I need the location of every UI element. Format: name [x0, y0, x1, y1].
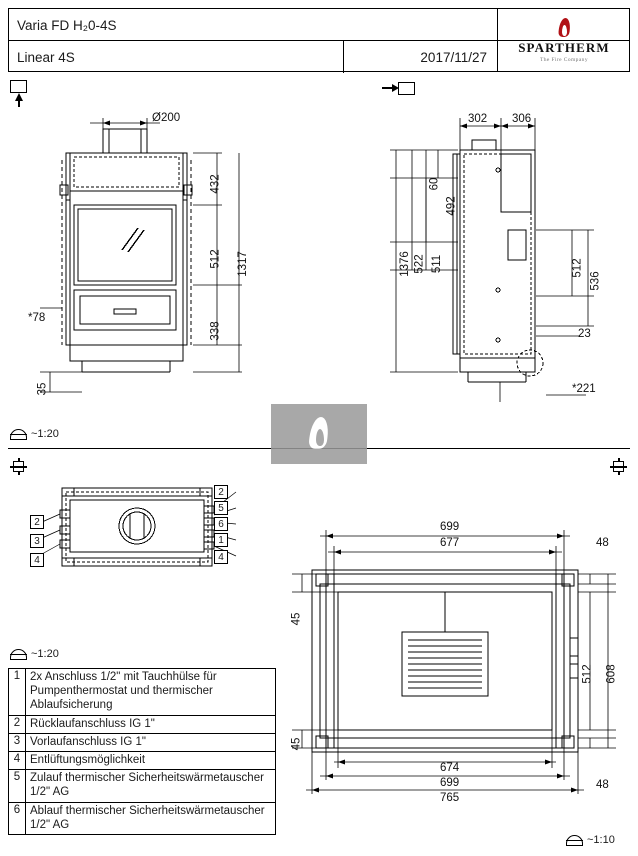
legend-text: Rücklaufanschluss IG 1"	[30, 717, 155, 730]
dim-side-23: 23	[578, 328, 591, 340]
dim-top-677: 677	[440, 537, 460, 549]
legend-number: 2	[9, 716, 26, 733]
dim-side-512: 512	[571, 258, 584, 278]
legend-row	[9, 770, 275, 802]
callout-right-5: 5	[214, 501, 228, 515]
scale-symbol-icon-2	[10, 649, 27, 660]
dim-side-60: 60	[428, 177, 441, 191]
dim-top-608: 608	[605, 664, 618, 684]
scale-tag-top-large	[566, 834, 615, 846]
legend-number: 6	[9, 803, 26, 834]
drawing-date: 2017/11/27	[420, 49, 487, 65]
dim-side-522: 522	[413, 254, 426, 274]
watermark	[271, 404, 367, 464]
legend-number: 1	[9, 669, 26, 715]
legend-text: 2x Anschluss 1/2" mit Tauchhülse für Pumpenthermostat und thermischer Ablaufsicherung	[30, 671, 217, 712]
legend-text: Zulauf thermischer Sicherheitswärmetauscher 1/2" AG	[30, 772, 264, 799]
front-elevation-drawing	[10, 110, 310, 440]
side-elevation-drawing	[350, 110, 638, 430]
callout-right-2: 2	[214, 485, 228, 499]
view-top-right-icon	[610, 458, 627, 475]
dim-top-45-bottom: 45	[290, 737, 303, 751]
callout-left-2: 2	[30, 515, 44, 529]
legend-table	[8, 668, 276, 835]
dim-top-45-top: 45	[290, 612, 303, 626]
dim-side-306: 306	[512, 113, 532, 125]
dim-front-78: *78	[28, 312, 46, 324]
view-top-left-icon	[10, 458, 27, 475]
dim-front-338: 338	[209, 321, 222, 341]
dim-front-512: 512	[209, 249, 222, 269]
dim-flue-diameter: Ø200	[152, 112, 181, 124]
legend-text: Vorlaufanschluss IG 1"	[30, 735, 146, 748]
dim-front-1317: 1317	[236, 251, 249, 277]
scale-text-top-small: ~1:20	[31, 648, 59, 660]
callout-left-3: 3	[30, 534, 44, 548]
dim-side-1376: 1376	[398, 251, 411, 277]
brand-tagline: The Fire Company	[540, 56, 588, 63]
title-block	[8, 8, 630, 72]
brand-name: SPARTHERM	[518, 39, 610, 55]
scale-symbol-icon	[10, 429, 27, 440]
scale-text-top-large: ~1:10	[587, 834, 615, 846]
scale-text-front: ~1:20	[31, 428, 59, 440]
flame-icon	[556, 18, 573, 39]
legend-number: 4	[9, 752, 26, 769]
legend-number: 5	[9, 770, 26, 801]
legend-row	[9, 803, 275, 834]
dim-top-699-bottom: 699	[440, 777, 460, 789]
dim-top-48-top: 48	[596, 537, 609, 549]
scale-symbol-icon-3	[566, 835, 583, 846]
callout-right-1: 1	[214, 533, 228, 547]
callout-left-4: 4	[30, 553, 44, 567]
legend-row	[9, 752, 275, 770]
dim-front-432: 432	[209, 174, 222, 194]
dim-side-302: 302	[468, 113, 488, 125]
legend-text: Entlüftungsmöglichkeit	[30, 754, 146, 767]
legend-row	[9, 734, 275, 752]
dim-front-35: 35	[36, 382, 49, 396]
dim-top-512: 512	[581, 664, 594, 684]
dim-side-221: *221	[572, 383, 596, 395]
legend-row	[9, 669, 275, 716]
dim-top-674: 674	[440, 762, 460, 774]
view-front-icon	[10, 80, 30, 110]
dim-top-48-bottom: 48	[596, 779, 609, 791]
callout-right-4: 4	[214, 550, 228, 564]
view-side-icon	[398, 82, 432, 96]
brand-logo	[498, 9, 630, 71]
dim-side-511: 511	[431, 254, 444, 274]
legend-text: Ablauf thermischer Sicherheitswärmetauscher 1/2" AG	[30, 804, 265, 831]
product-name: Varia FD H₂0-4S	[17, 17, 117, 33]
dim-side-536: 536	[589, 271, 602, 291]
dim-top-699: 699	[440, 521, 460, 533]
dim-top-765: 765	[440, 792, 460, 804]
scale-tag-top-small	[10, 648, 59, 660]
legend-number: 3	[9, 734, 26, 751]
scale-tag-front	[10, 428, 59, 440]
dim-side-492: 492	[445, 196, 458, 216]
legend-row	[9, 716, 275, 734]
model-name: Linear 4S	[17, 49, 75, 65]
callout-right-6: 6	[214, 517, 228, 531]
watermark-flame-icon	[308, 417, 330, 451]
